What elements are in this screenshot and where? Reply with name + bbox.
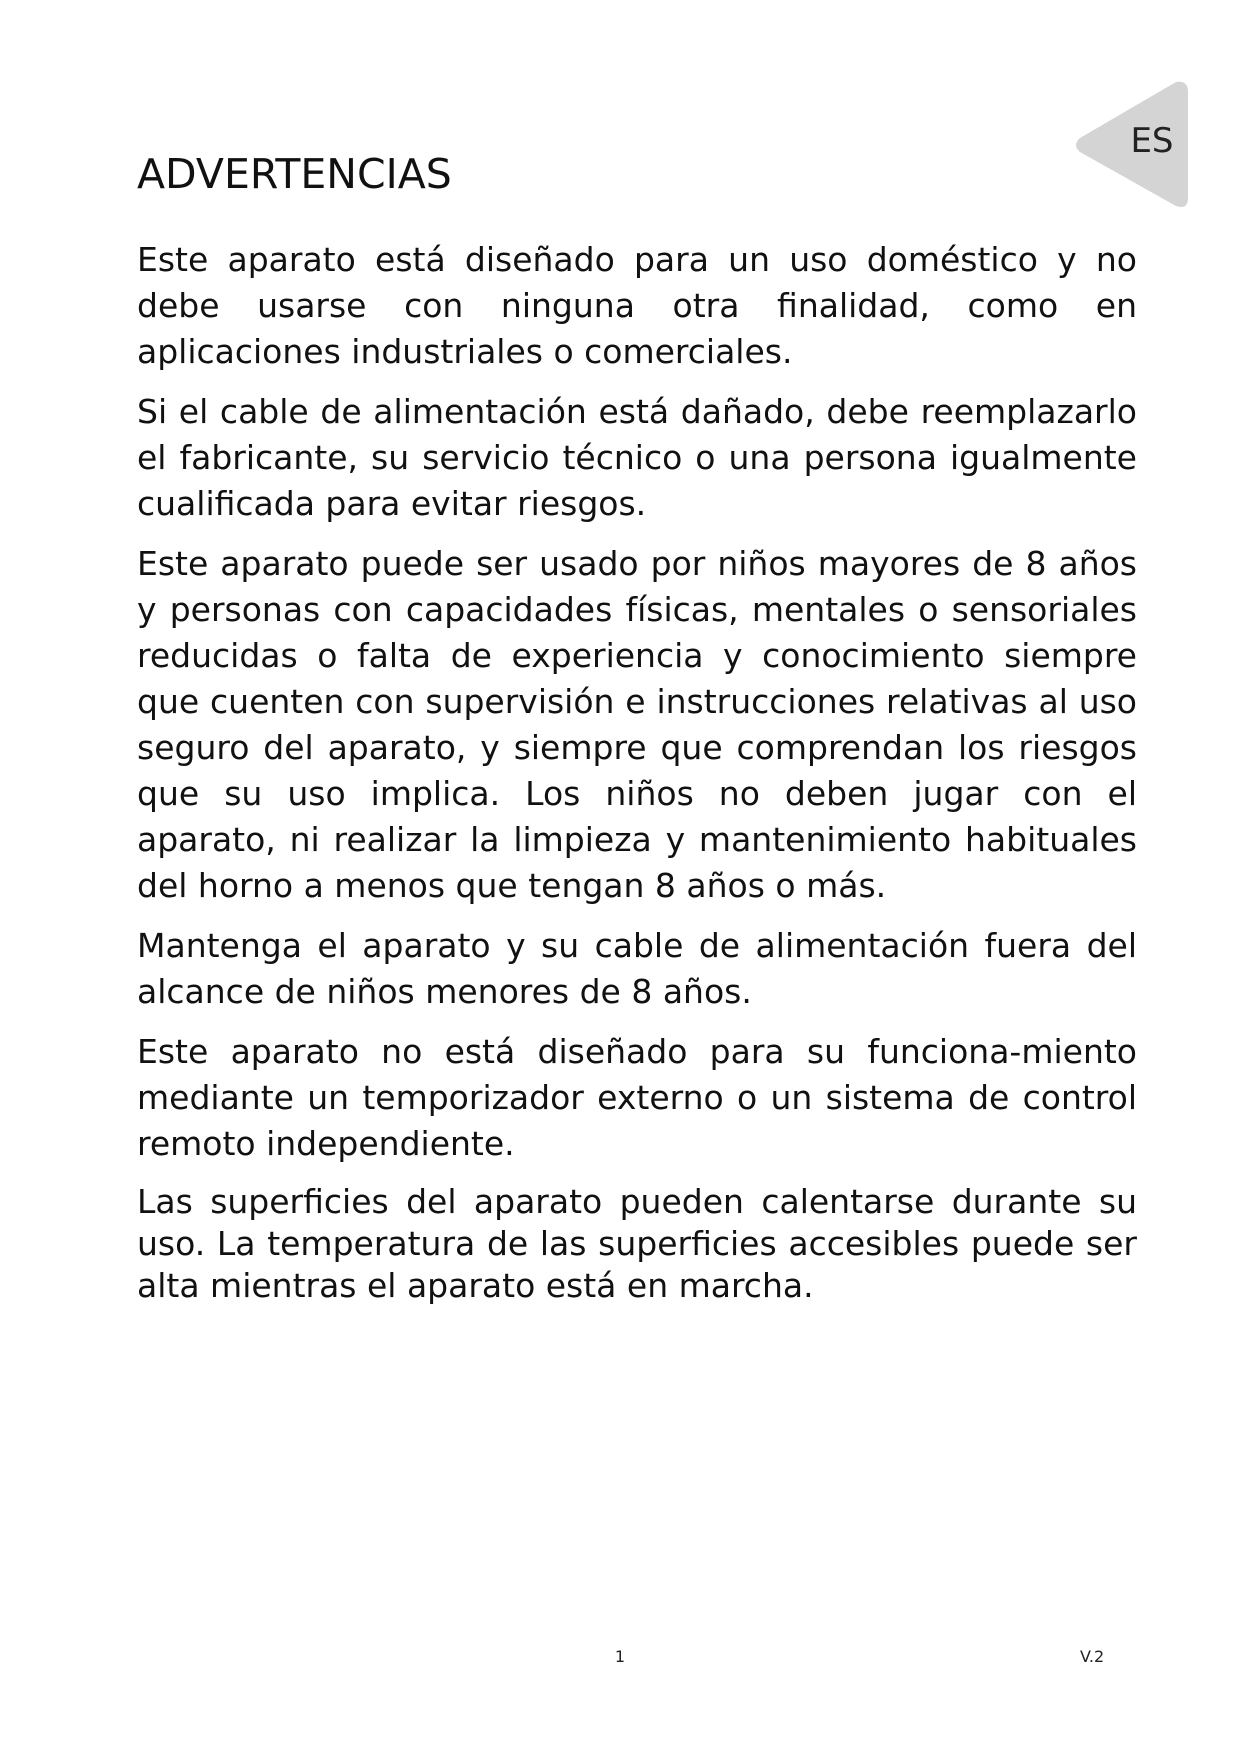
warning-paragraph-domestic-use: Este aparato está diseñado para un uso doméstico y no debe usarse con ninguna otra finalidad, como en aplicaciones industriales o comerciales. [137, 240, 1137, 372]
warning-paragraph-hot-surfaces: Las superficies del aparato pueden calentarse durante su uso. La temperatura de las superficies accesibles puede ser alta mientras el aparato está en marcha. [137, 1182, 1137, 1306]
page-title: ADVERTENCIAS [137, 150, 452, 198]
warning-paragraph-children-supervision: Este aparato puede ser usado por niños mayores de 8 años y personas con capacidades físicas, mentales o sensoriales reducidas o falta de experiencia y conocimiento siempre que cuenten con supervisión e instrucciones relativas al uso seguro del aparato, y siempre que comprendan los riesgos que su uso implica. Los niños no deben jugar con el aparato, ni realizar la limpieza y mantenimiento habituales del horno a menos que tengan 8 años o más. [137, 544, 1137, 906]
language-label: ES [1130, 121, 1174, 161]
version-label: V.2 [1080, 1647, 1105, 1666]
warning-paragraph-keep-away: Mantenga el aparato y su cable de alimentación fuera del alcance de niños menores de 8 años. [137, 926, 1137, 1012]
warning-paragraph-power-cable: Si el cable de alimentación está dañado, debe reemplazarlo el fabricante, su servicio técnico o una persona igualmente cualificada para evitar riesgos. [137, 392, 1137, 524]
document-body [137, 150, 1137, 1321]
page-number: 1 [614, 1647, 626, 1666]
warning-paragraph-external-timer: Este aparato no está diseñado para su funciona-miento mediante un temporizador externo o un sistema de control remoto independiente. [137, 1032, 1137, 1164]
